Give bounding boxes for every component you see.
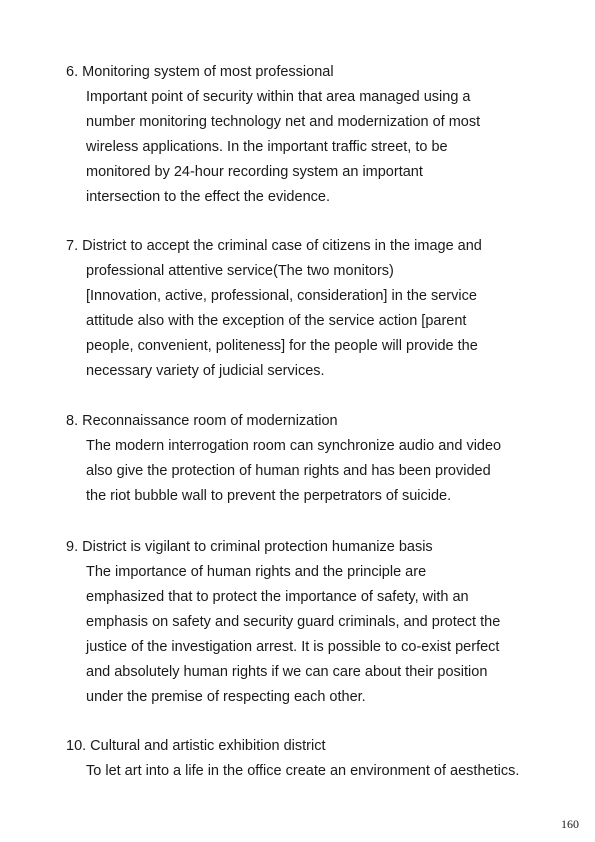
section-text-line: professional attentive service(The two monitors) — [86, 263, 394, 279]
section-9 — [66, 535, 536, 710]
section-title: 6. Monitoring system of most professional — [66, 64, 334, 80]
section-text-line: people, convenient, politeness] for the people will provide the — [86, 338, 478, 354]
section-text-line: The modern interrogation room can synchronize audio and video — [86, 438, 502, 454]
section-text-line: also give the protection of human rights and has been provided — [86, 463, 491, 479]
section-text-line: [Innovation, active, professional, consideration] in the service — [86, 288, 477, 304]
section-text-line: attitude also with the exception of the service action [parent — [86, 313, 467, 329]
section-text-line: and absolutely human rights if we can care about their position — [86, 664, 488, 680]
section-text-line: the riot bubble wall to prevent the perpetrators of suicide. — [86, 488, 452, 504]
section-text-line: emphasis on safety and security guard criminals, and protect the — [86, 614, 501, 630]
section-text-line: emphasized that to protect the importance of safety, with an — [86, 589, 469, 605]
section-title: 7. District to accept the criminal case of citizens in the image and — [66, 238, 482, 254]
section-10 — [66, 734, 536, 784]
section-text-line: Important point of security within that area managed using a — [86, 89, 471, 105]
section-text-line: wireless applications. In the important traffic street, to be — [86, 139, 448, 155]
section-text-line: under the premise of respecting each other. — [86, 689, 366, 705]
section-text-line: number monitoring technology net and modernization of most — [86, 114, 481, 130]
section-text-line: The importance of human rights and the principle are — [86, 564, 427, 580]
section-text-line: To let art into a life in the office create an environment of aesthetics. — [86, 763, 520, 779]
section-text-line: justice of the investigation arrest. It is possible to co-exist perfect — [86, 639, 500, 655]
section-7 — [66, 234, 536, 384]
section-title: 9. District is vigilant to criminal protection humanize basis — [66, 539, 433, 555]
section-title: 10. Cultural and artistic exhibition district — [66, 738, 326, 754]
section-text-line: necessary variety of judicial services. — [86, 363, 325, 379]
page-number: 160 — [561, 817, 579, 831]
section-text-line: monitored by 24-hour recording system an important — [86, 164, 423, 180]
section-text-line: intersection to the effect the evidence. — [86, 189, 330, 205]
section-title: 8. Reconnaissance room of modernization — [66, 413, 338, 429]
section-6 — [66, 60, 536, 210]
section-8 — [66, 409, 536, 509]
